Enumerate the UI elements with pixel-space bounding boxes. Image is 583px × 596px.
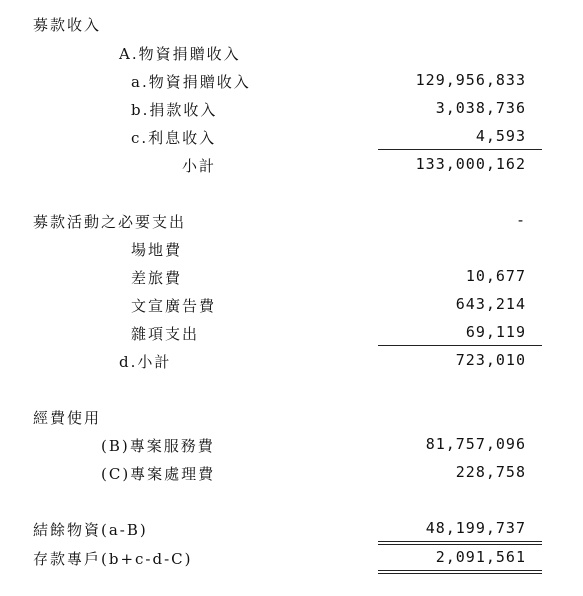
income-subtotal-label: 小計 bbox=[182, 157, 217, 175]
income-subtotal-amount: 133,000,162 bbox=[415, 155, 526, 173]
income-item-label: a.物資捐贈收入 bbox=[131, 73, 251, 91]
balance-amount: 48,199,737 bbox=[425, 519, 526, 537]
expense-item-amount: 643,214 bbox=[455, 295, 526, 313]
income-item-row bbox=[0, 99, 583, 125]
income-subtotal-rule bbox=[378, 149, 542, 150]
income-heading-row bbox=[0, 14, 583, 40]
usage-heading-row bbox=[0, 407, 583, 433]
expenses-heading: 募款活動之必要支出 bbox=[33, 213, 187, 231]
balance-label: 結餘物資(a-B) bbox=[33, 521, 148, 539]
expenses-subtotal-row bbox=[0, 351, 583, 377]
expense-item-row bbox=[0, 267, 583, 293]
expenses-heading-row bbox=[0, 211, 583, 237]
income-item-label: b.捐款收入 bbox=[131, 101, 218, 119]
expense-item-row bbox=[0, 239, 583, 265]
usage-item-amount: 228,758 bbox=[455, 463, 526, 481]
usage-item-label: (C)專案處理費 bbox=[101, 465, 216, 483]
expenses-subtotal-amount: 723,010 bbox=[455, 351, 526, 369]
usage-heading: 經費使用 bbox=[33, 409, 102, 427]
income-item-amount: 3,038,736 bbox=[435, 99, 526, 117]
usage-item-amount: 81,757,096 bbox=[425, 435, 526, 453]
deposit-label: 存款專戶(b+c-d-C) bbox=[33, 550, 193, 568]
expense-item-label: 文宣廣告費 bbox=[131, 297, 217, 315]
income-item-amount: 129,956,833 bbox=[415, 71, 526, 89]
income-subheading-row bbox=[0, 43, 583, 69]
income-subtotal-row bbox=[0, 155, 583, 181]
deposit-top-rule-1 bbox=[378, 541, 542, 542]
expense-item-label: 雜項支出 bbox=[131, 325, 200, 343]
income-subheading: A.物資捐贈收入 bbox=[119, 45, 241, 63]
expense-item-label: 差旅費 bbox=[131, 269, 183, 287]
deposit-bottom-rule-1 bbox=[378, 570, 542, 571]
income-item-label: c.利息收入 bbox=[131, 129, 217, 147]
income-item-amount: 4,593 bbox=[475, 127, 526, 145]
deposit-amount: 2,091,561 bbox=[435, 548, 526, 566]
usage-item-row bbox=[0, 435, 583, 461]
usage-item-label: (B)專案服務費 bbox=[101, 437, 215, 455]
deposit-top-rule-2 bbox=[378, 544, 542, 545]
expense-item-amount: 69,119 bbox=[465, 323, 526, 341]
income-heading: 募款收入 bbox=[33, 16, 102, 34]
expenses-subtotal-rule bbox=[378, 345, 542, 346]
deposit-bottom-rule-2 bbox=[378, 573, 542, 574]
expenses-subtotal-label: d.小計 bbox=[119, 353, 172, 371]
income-item-row bbox=[0, 71, 583, 97]
expense-item-amount: 10,677 bbox=[465, 267, 526, 285]
expense-item-label: 場地費 bbox=[131, 241, 183, 259]
expense-item-row bbox=[0, 295, 583, 321]
expenses-heading-amount: - bbox=[515, 211, 526, 229]
usage-item-row bbox=[0, 463, 583, 489]
